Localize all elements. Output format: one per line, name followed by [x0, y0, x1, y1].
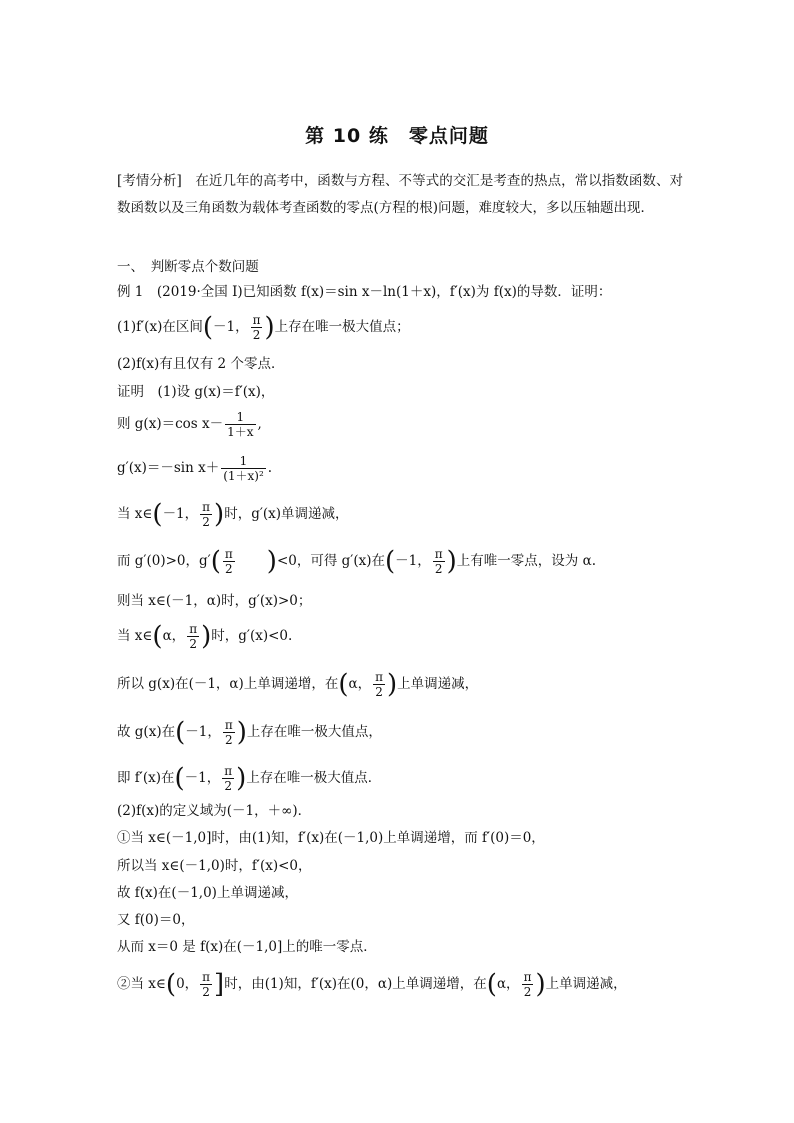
proof-line-positive: 则当 x∈(－1，α)时，g′(x)>0； [117, 593, 312, 609]
example-statement: 例 1 (2019·全国 Ⅰ)已知函数 f(x)＝sin x－ln(1＋x)，f′(x)为 f(x)的导数．证明： [117, 284, 612, 300]
proof-case-1-d: 又 f(0)＝0， [117, 912, 195, 928]
intro-paragraph: [考情分析] 在近几年的高考中，函数与方程、不等式的交汇是考查的热点，常以指数函数、对数函数以及三角函数为载体考查函数的零点(方程的根)问题，难度较大，多以压轴题出现． [117, 173, 683, 216]
proof-line-domain: (2)f(x)的定义域为(－1，＋∞)． [117, 803, 312, 819]
page-title: 第 10 练 零点问题 [305, 125, 489, 147]
proof-case-1-b: 所以当 x∈(－1,0)时，f′(x)<0， [117, 858, 312, 874]
proof-line-zero: 而 g′(0)>0，g′( $\frac{\pi}{2}$ )<0，可得 g′(x)在(－1， $\frac{\pi}{2}$ )上有唯一零点，设为 α. [117, 546, 596, 577]
proof-case-2: ②当 x∈(0， $\frac{\pi}{2}$ ]时，由(1)知，f′(x)在(0，α)上单调递增，在(α， $\frac{\pi}{2}$ )上单调递减， [117, 969, 627, 1000]
proof-line-negative: 当 x∈(α， $\frac{\pi}{2}$ )时，g′(x)<0. [117, 621, 293, 652]
proof-case-1-e: 从而 x＝0 是 f(x)在(－1,0]上的唯一零点． [117, 939, 377, 955]
proof-line-therefore: 故 g(x)在(－1， $\frac{\pi}{2}$ )上存在唯一极大值点， [117, 717, 382, 748]
proof-line-decreasing: 当 x∈(－1， $\frac{\pi}{2}$ )时，g′(x)单调递减， [117, 499, 349, 530]
proof-case-1-c: 故 f(x)在(－1,0)上单调递减， [117, 885, 298, 901]
question-2: (2)f(x)有且仅有 2 个零点． [117, 356, 285, 372]
question-1: (1)f′(x)在区间(－1， $\frac{\pi}{2}$ )上存在唯一极大值点； [117, 312, 410, 343]
proof-start: 证明 (1)设 g(x)＝f′(x)， [117, 384, 275, 400]
section-heading: 一、 判断零点个数问题 [117, 259, 259, 275]
proof-line-monotonic: 所以 g(x)在(－1，α)上单调递增，在(α， $\frac{\pi}{2}$ )上单调递减， [117, 669, 479, 700]
g-derivative: g′(x)＝－sin x＋ $\frac{1}{\text{(1＋x)²}}$ . [117, 454, 273, 483]
proof-case-1-a: ①当 x∈(－1,0]时，由(1)知，f′(x)在(－1,0)上单调递增，而 f′(0)＝0， [117, 830, 545, 846]
g-definition: 则 g(x)＝cos x－ $\frac{1}{1+x}$ , [117, 410, 262, 439]
proof-line-conclusion: 即 f′(x)在(－1， $\frac{\pi}{2}$ )上存在唯一极大值点． [117, 763, 382, 794]
